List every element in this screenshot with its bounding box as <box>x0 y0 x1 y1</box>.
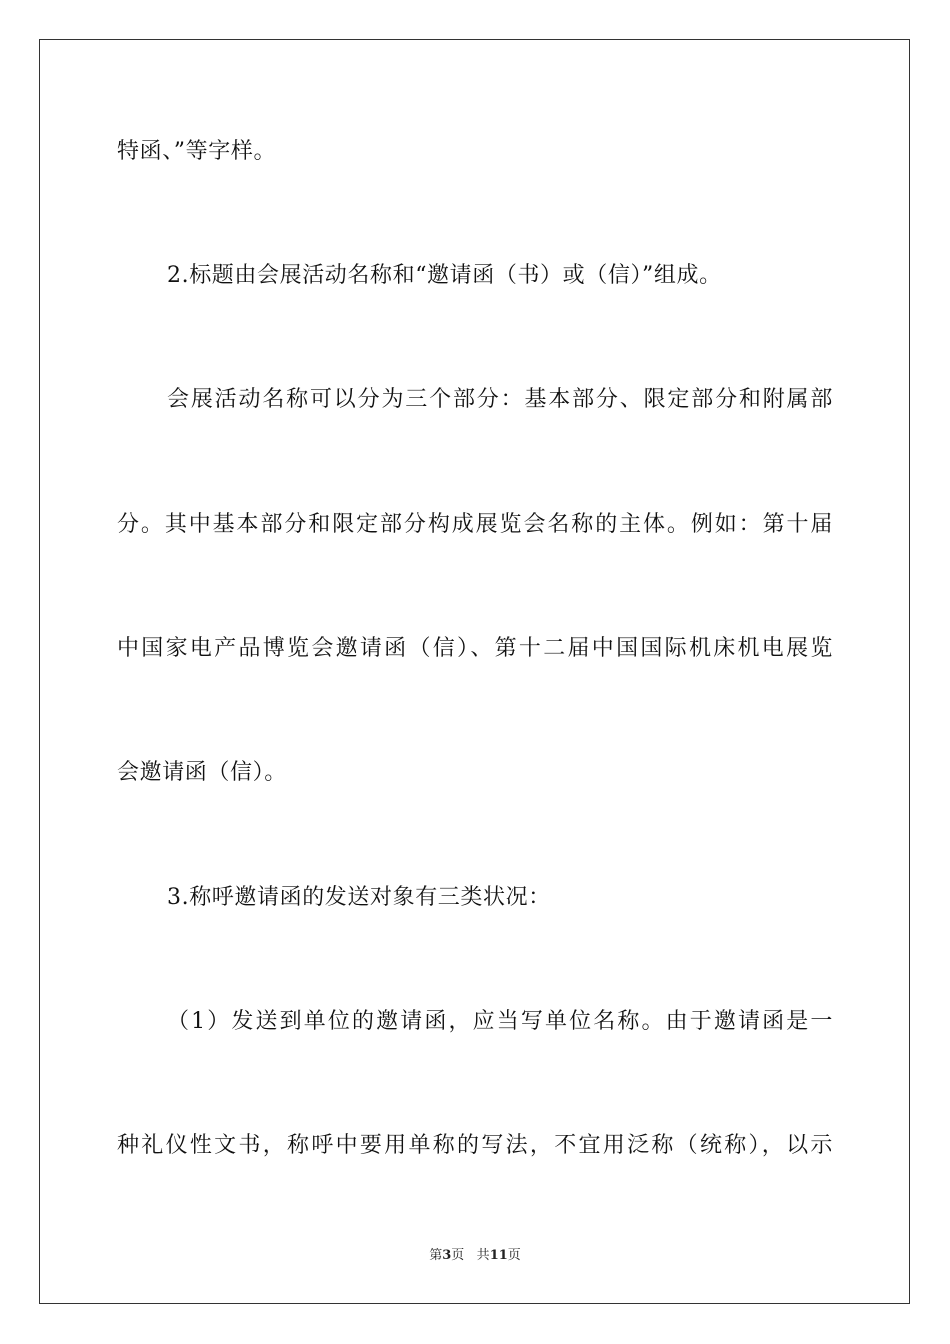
footer-total-prefix: 共 <box>476 1248 490 1263</box>
footer-total-suffix: 页 <box>507 1248 521 1263</box>
text-line-4: 分。其中基本部分和限定部分构成展览会名称的主体。例如：第十届 <box>117 512 833 537</box>
footer-page-suffix: 页 <box>451 1248 465 1263</box>
text-line-6: 会邀请函（信）。 <box>117 760 287 785</box>
text-line-3: 会展活动名称可以分为三个部分：基本部分、限定部分和附属部 <box>167 387 833 412</box>
text-line-9: 种礼仪性文书，称呼中要用单称的写法，不宜用泛称（统称），以示 <box>117 1133 833 1158</box>
text-line-8: （1）发送到单位的邀请函，应当写单位名称。由于邀请函是一 <box>167 1009 833 1034</box>
text-line-5: 中国家电产品博览会邀请函（信）、第十二届中国国际机床机电展览 <box>117 636 833 661</box>
footer-page-number: 3 <box>442 1248 452 1263</box>
text-line-2: 2.标题由会展活动名称和“邀请函（书）或（信）”组成。 <box>167 263 722 288</box>
text-line-7: 3.称呼邀请函的发送对象有三类状况： <box>167 885 551 910</box>
footer-page-prefix: 第 <box>429 1248 443 1263</box>
footer-total-pages: 11 <box>489 1248 508 1263</box>
page-border <box>39 39 910 1304</box>
text-line-1: 特函、”等字样。 <box>117 139 277 164</box>
page-footer <box>0 1247 950 1265</box>
